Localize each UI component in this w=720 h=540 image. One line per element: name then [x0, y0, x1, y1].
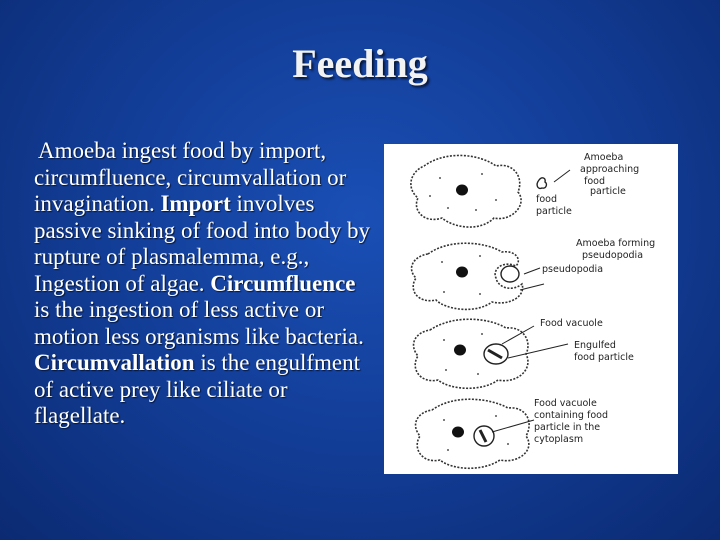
amoeba-stage-2 — [412, 243, 523, 309]
text-intro: Amoeba ingest food by import, circumfluence, circumvallation or invagination. — [34, 138, 347, 216]
amoeba-stage-3 — [414, 319, 528, 388]
body-paragraph — [34, 138, 374, 430]
label-pseudopodia: pseudopodia — [542, 264, 604, 275]
food-particle — [501, 266, 519, 282]
text-circumfluence-desc: is the ingestion of less active or motion less organisms like bacteria. — [34, 297, 364, 349]
text-circumvallation-desc: is the engulfment of active prey like ciliate or flagellate. — [34, 350, 361, 428]
nucleus — [454, 345, 466, 356]
label-engulfed: Engulfed food particle — [574, 340, 634, 363]
slide-title: Feeding — [292, 41, 428, 86]
label-food-particle: food particle — [536, 194, 572, 217]
text-import-desc: involves passive sinking of food into body by rupture of plasmalemma, e.g., Ingestion of algae. — [34, 191, 371, 296]
amoeba-stage-1 — [411, 155, 547, 227]
nucleus — [452, 427, 464, 438]
label-food-vacuole: Food vacuole — [540, 318, 603, 329]
term-circumvallation: Circumvallation — [34, 350, 195, 375]
amoeba-stage-4 — [416, 399, 530, 468]
term-circumfluence: Circumfluence — [210, 270, 356, 296]
label-stage-4: Food vacuole containing food particle in the cytoplasm — [534, 398, 608, 445]
nucleus — [456, 267, 468, 278]
amoeba-feeding-diagram — [384, 144, 678, 474]
term-import: Import — [160, 191, 231, 216]
nucleus — [456, 185, 468, 196]
label-stage-2: Amoeba forming pseudopodia — [576, 238, 656, 261]
label-stage-1: Amoeba approaching food particle — [580, 152, 640, 197]
